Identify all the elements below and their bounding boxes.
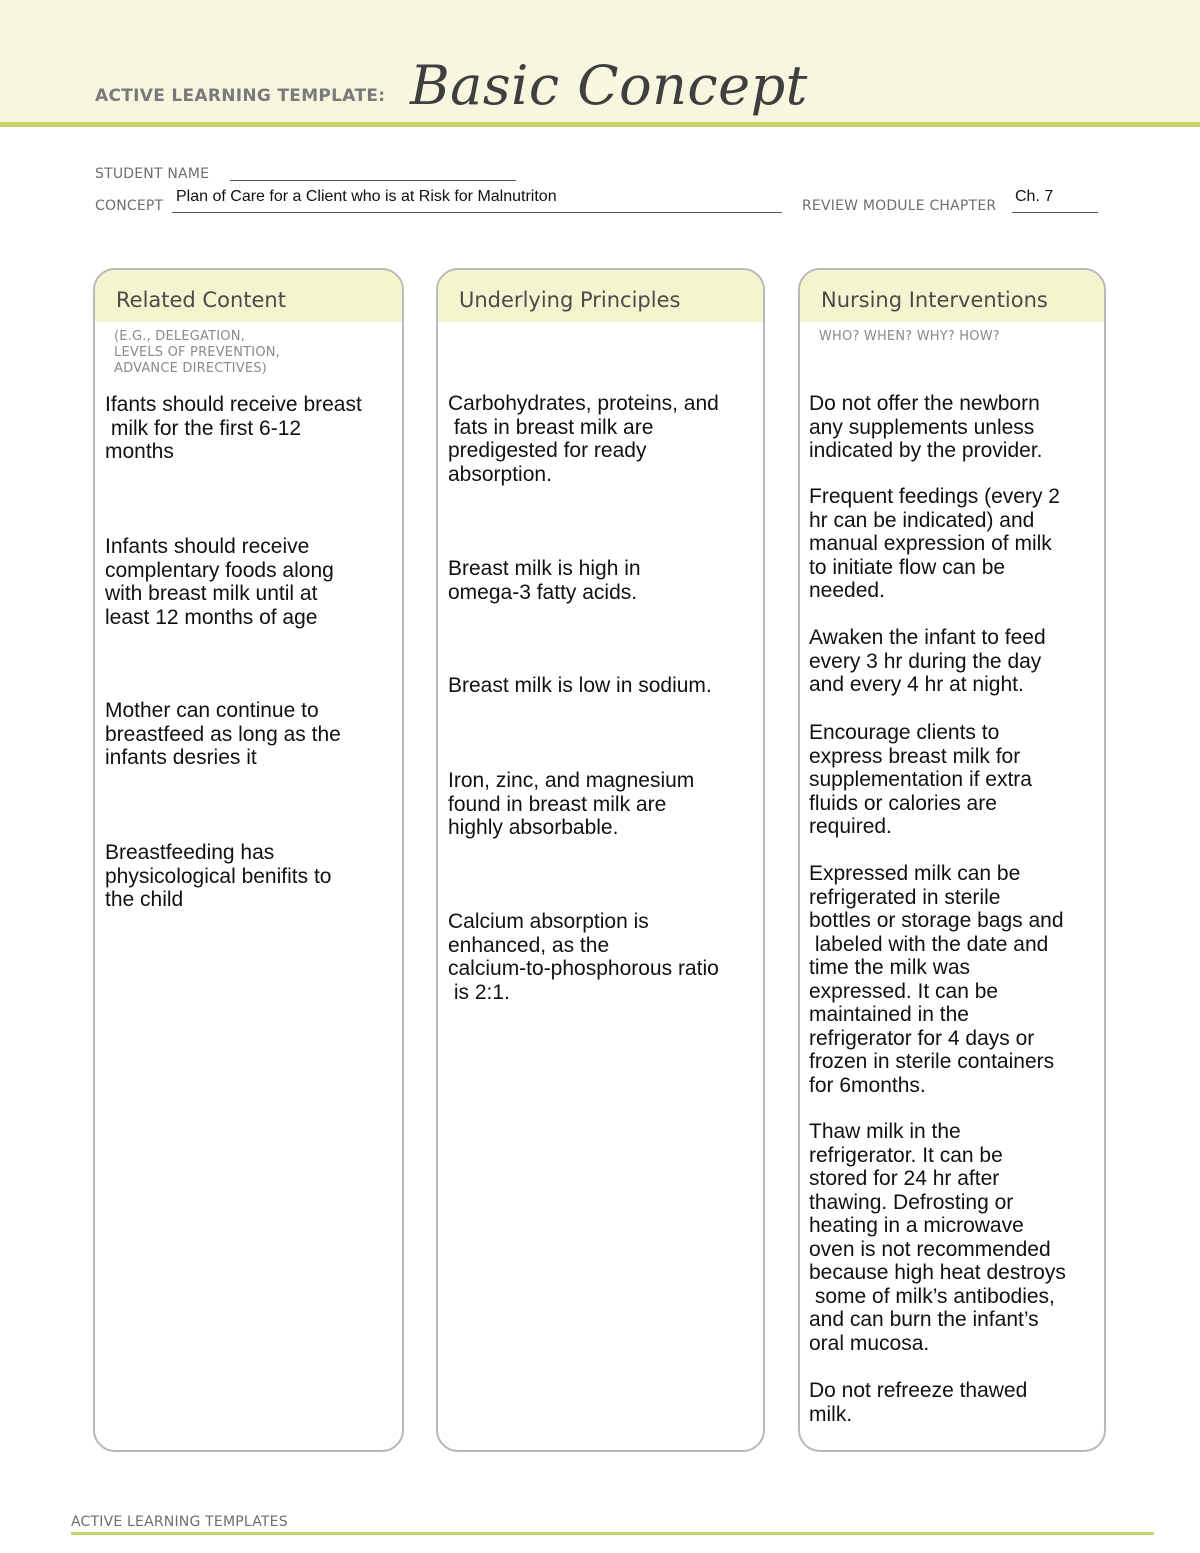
review-module-line xyxy=(1012,212,1098,213)
related-entry[interactable]: Ifants should receive breast milk for the first 6-12 months xyxy=(105,393,362,463)
principle-entry[interactable]: Carbohydrates, proteins, and fats in breast milk are predigested for ready absorption. xyxy=(448,392,719,486)
intervention-entry[interactable]: Awaken the infant to feed every 3 hr during the day and every 4 hr at night. xyxy=(809,626,1046,696)
related-content-title: Related Content xyxy=(116,288,286,312)
intervention-entry[interactable]: Do not offer the newborn any supplements unless indicated by the provider. xyxy=(809,392,1043,462)
page-title: Basic Concept xyxy=(410,54,808,117)
nursing-interventions-title: Nursing Interventions xyxy=(821,288,1048,312)
intervention-entry[interactable]: Do not refreeze thawed milk. xyxy=(809,1379,1028,1426)
template-label: ACTIVE LEARNING TEMPLATE: xyxy=(95,86,386,106)
principle-entry[interactable]: Calcium absorption is enhanced, as the calcium-to-phosphorous ratio is 2:1. xyxy=(448,910,719,1004)
related-entry[interactable]: Mother can continue to breastfeed as long as the infants desries it xyxy=(105,699,341,769)
footer-label: ACTIVE LEARNING TEMPLATES xyxy=(71,1514,288,1530)
footer-rule xyxy=(71,1532,1154,1535)
student-name-label: STUDENT NAME xyxy=(95,166,210,182)
nursing-interventions-panel xyxy=(798,268,1106,1452)
subtitle-line: (E.G., DELEGATION, xyxy=(114,329,245,344)
concept-label: CONCEPT xyxy=(95,198,164,214)
intervention-entry[interactable]: Thaw milk in the refrigerator. It can be stored for 24 hr after thawing. Defrosting or heating in a microwave oven is not recommended because high heat destroys some of milk’s antibodies, and can burn the infant’s oral mucosa. xyxy=(809,1120,1066,1355)
principle-entry[interactable]: Breast milk is low in sodium. xyxy=(448,674,712,697)
underlying-principles-panel xyxy=(436,268,765,1452)
underlying-principles-title: Underlying Principles xyxy=(459,288,681,312)
intervention-entry[interactable]: Expressed milk can be refrigerated in sterile bottles or storage bags and labeled with the date and time the milk was expressed. It can be maintained in the refrigerator for 4 days or frozen in sterile containers for 6months. xyxy=(809,862,1064,1097)
subtitle-line: ADVANCE DIRECTIVES) xyxy=(114,361,267,376)
related-content-subtitle xyxy=(114,329,280,377)
student-name-line xyxy=(230,180,516,181)
principle-entry[interactable]: Iron, zinc, and magnesium found in breast milk are highly absorbable. xyxy=(448,769,695,839)
related-content-panel xyxy=(93,268,404,1452)
concept-field[interactable]: Plan of Care for a Client who is at Risk for Malnutriton xyxy=(176,188,557,205)
concept-line xyxy=(172,212,782,213)
subtitle-line: LEVELS OF PREVENTION, xyxy=(114,345,281,360)
principle-entry[interactable]: Breast milk is high in omega-3 fatty acids. xyxy=(448,557,641,604)
review-module-field[interactable]: Ch. 7 xyxy=(1015,188,1054,205)
nursing-interventions-subtitle xyxy=(819,329,1000,345)
review-module-label: REVIEW MODULE CHAPTER xyxy=(802,198,997,214)
related-entry[interactable]: Breastfeeding has physicological benifits to the child xyxy=(105,841,332,911)
subtitle-line: WHO? WHEN? WHY? HOW? xyxy=(819,329,1000,344)
intervention-entry[interactable]: Frequent feedings (every 2 hr can be indicated) and manual expression of milk to initiate flow can be needed. xyxy=(809,485,1060,602)
intervention-entry[interactable]: Encourage clients to express breast milk for supplementation if extra fluids or calories are required. xyxy=(809,721,1032,838)
header-rule xyxy=(0,122,1200,127)
related-entry[interactable]: Infants should receive complentary foods along with breast milk until at least 12 months of age xyxy=(105,535,334,629)
